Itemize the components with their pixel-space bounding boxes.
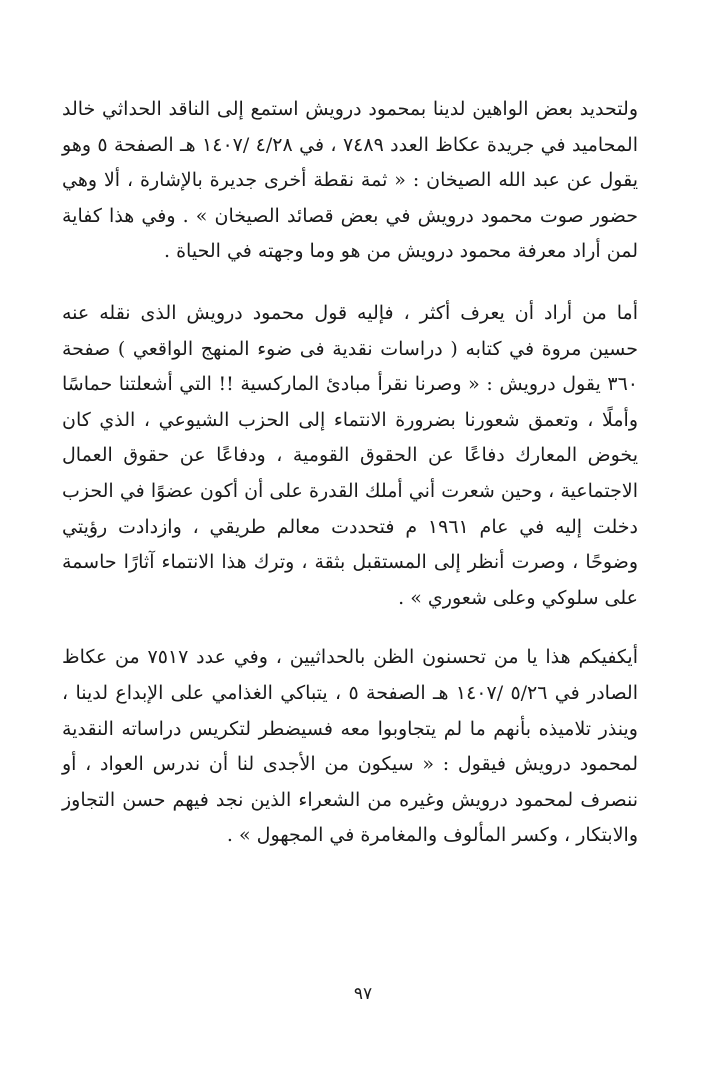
paragraph-1: ولتحديد بعض الواهين لدينا بمحمود درويش استمع إلى الناقد الحداثي خالد المحاميد في جريدة عكاظ العدد ٧٤٨٩ ، في ٤/٢٨ /١٤٠٧ هـ الصفحة ٥ وهو يقول عن عبد الله الصيخان : « ثمة نقطة أخرى جديرة بالإشارة ، ألا وهي حضور صوت محمود درويش في بعض قصائد الصيخان » . وفي هذا كفاية لمن أراد معرفة محمود درويش من هو وما وجهته في الحياة .: [62, 98, 638, 263]
paragraph-2: أما من أراد أن يعرف أكثر ، فإليه قول محمود درويش الذى نقله عنه حسين مروة في كتابه ( دراسات نقدية فى ضوء المنهج الواقعي ) صفحة ٣٦٠ يقول درويش : « وصرنا نقرأ مبادیٔ الماركسية !! التي أشعلتنا حماسًا وأملًا ، وتعمق شعورنا بضرورة الانتماء إلى الحزب الشيوعي ، الذي كان يخوض المعارك دفاعًا عن الحقوق القومية ، ودفاعًا عن حقوق العمال الاجتماعية ، وحين شعرت أني أملك القدرة على أن أكون عضوًا في الحزب دخلت إليه في عام ١٩٦١ م فتحددت معالم طريقي ، وازدادت رؤيتي وضوحًا ، وصرت أنظر إلى المستقبل بثقة ، وترك هذا الانتماء آثارًا حاسمة على سلوكي وعلى شعوري » .: [62, 301, 638, 609]
page-body: [62, 92, 638, 854]
paragraph-3: أيكفيكم هذا يا من تحسنون الظن بالحداثيين ، وفي عدد ٧٥١٧ من عكاظ الصادر في ٥/٢٦ /١٤٠٧ هـ الصفحة ٥ ، يتباكي الغذامي على الإبداع لدينا ، وينذر تلاميذه بأنهم ما لم يتجاوبوا معه فسيضطر لتكريس دراساته النقدية لمحمود درويش فيقول : « سيكون من الأجدى لنا أن ندرس العواد ، أو ننصرف لمحمود درويش وغيره من الشعراء الذين نجد فيهم حسن التجاوز والابتكار ، وكسر المألوف والمغامرة في المجهول » .: [62, 646, 639, 847]
page-number: ٩٧: [353, 984, 373, 1004]
